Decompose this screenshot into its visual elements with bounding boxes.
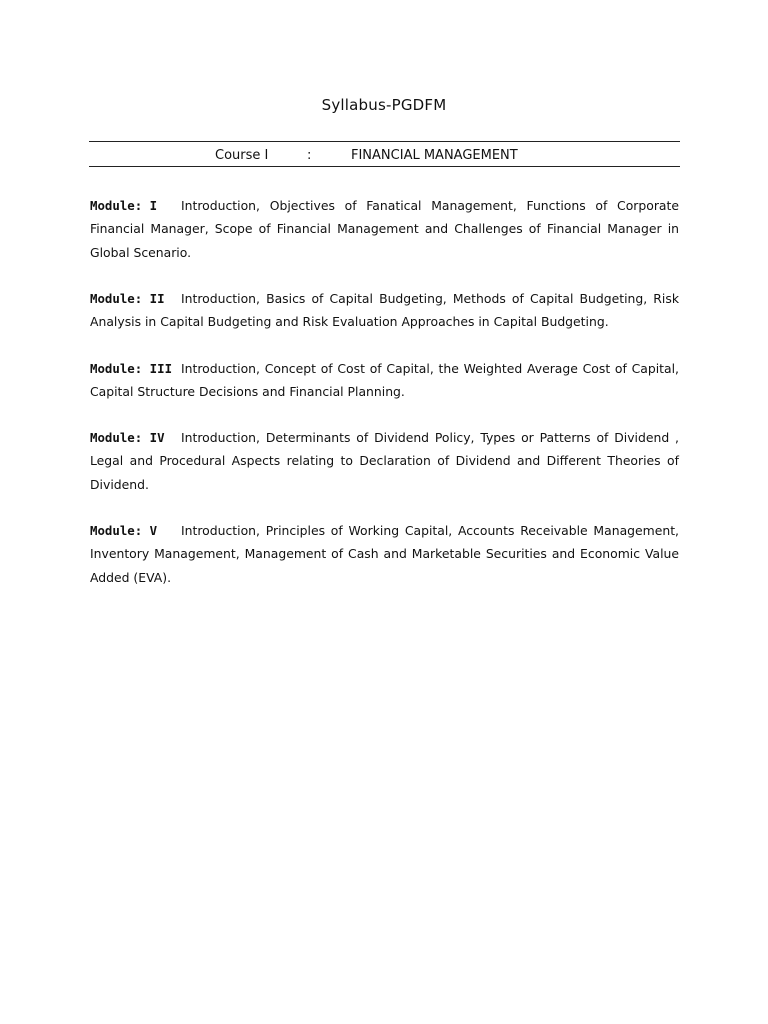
course-header [89, 141, 680, 167]
module-2 [90, 287, 679, 334]
course-name: FINANCIAL MANAGEMENT [351, 148, 518, 163]
module-label: Module: V [90, 523, 158, 538]
module-text: Introduction, Objectives of Fanatical Management, Functions of Corporate Financial Manager, Scope of Financial Management and Challenges of Financial Manager in Global Scenario. [90, 198, 679, 260]
module-label: Module: II [90, 291, 165, 306]
module-text: Introduction, Concept of Cost of Capital, the Weighted Average Cost of Capital, Capital Structure Decisions and Financial Planning. [90, 361, 679, 400]
module-5 [90, 519, 679, 589]
course-separator: : [307, 148, 312, 163]
module-label: Module: III [90, 361, 173, 376]
module-label: Module: IV [90, 430, 165, 445]
module-4 [90, 426, 679, 496]
module-3 [90, 357, 679, 404]
module-label: Module: I [90, 198, 158, 213]
module-1 [90, 194, 679, 264]
module-text: Introduction, Principles of Working Capital, Accounts Receivable Management, Inventory Management, Management of Cash and Marketable Securities and Economic Value Added (EVA). [90, 523, 679, 585]
module-text: Introduction, Determinants of Dividend Policy, Types or Patterns of Dividend , Legal and Procedural Aspects relating to Declaration of Dividend and Different Theories of Dividend. [90, 430, 679, 492]
course-label: Course I [215, 148, 269, 163]
module-text: Introduction, Basics of Capital Budgeting, Methods of Capital Budgeting, Risk Analysis in Capital Budgeting and Risk Evaluation Approaches in Capital Budgeting. [90, 291, 679, 330]
page-title: Syllabus-PGDFM [321, 96, 447, 114]
